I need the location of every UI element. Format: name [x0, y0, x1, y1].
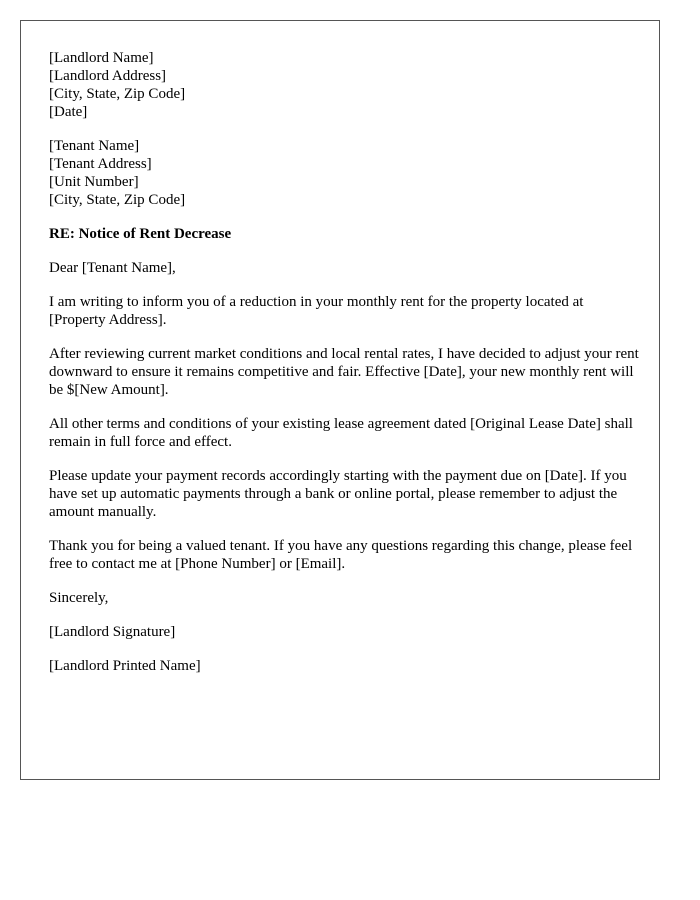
- recipient-address-block: [49, 137, 639, 209]
- sender-address: [Landlord Address]: [49, 68, 167, 84]
- sender-name: [Landlord Name]: [49, 50, 154, 66]
- paragraph-payment-update: Please update your payment records accordingly starting with the payment due on [Date]. If you have set up automatic payments through a bank or online portal, please remember to adjust the amount manually.: [49, 468, 627, 520]
- subject-line: RE: Notice of Rent Decrease: [49, 226, 232, 242]
- paragraph-new-amount: After reviewing current market conditions and local rental rates, I have decided to adjust your rent downward to ensure it remains competitive and fair. Effective [Date], your new monthly rent will be $[New Amount].: [49, 346, 639, 398]
- paragraph-lease-terms: All other terms and conditions of your existing lease agreement dated [Original Lease Date] shall remain in full force and effect.: [49, 416, 633, 450]
- letter-body: [49, 49, 639, 691]
- letter-frame: [20, 20, 660, 780]
- paragraph-rent-reduction: I am writing to inform you of a reduction in your monthly rent for the property located at [Property Address].: [49, 294, 584, 328]
- paragraph-thank-you: Thank you for being a valued tenant. If you have any questions regarding this change, please feel free to contact me at [Phone Number] or [Email].: [49, 538, 633, 572]
- printed-name: [Landlord Printed Name]: [49, 658, 201, 674]
- sender-city-state-zip: [City, State, Zip Code]: [49, 86, 186, 102]
- recipient-name: [Tenant Name]: [49, 138, 140, 154]
- recipient-city-state-zip: [City, State, Zip Code]: [49, 192, 186, 208]
- signature-placeholder: [Landlord Signature]: [49, 624, 176, 640]
- closing: Sincerely,: [49, 590, 109, 606]
- salutation: Dear [Tenant Name],: [49, 260, 176, 276]
- sender-address-block: [49, 49, 639, 121]
- recipient-unit: [Unit Number]: [49, 174, 139, 190]
- recipient-address: [Tenant Address]: [49, 156, 152, 172]
- letter-date: [Date]: [49, 104, 88, 120]
